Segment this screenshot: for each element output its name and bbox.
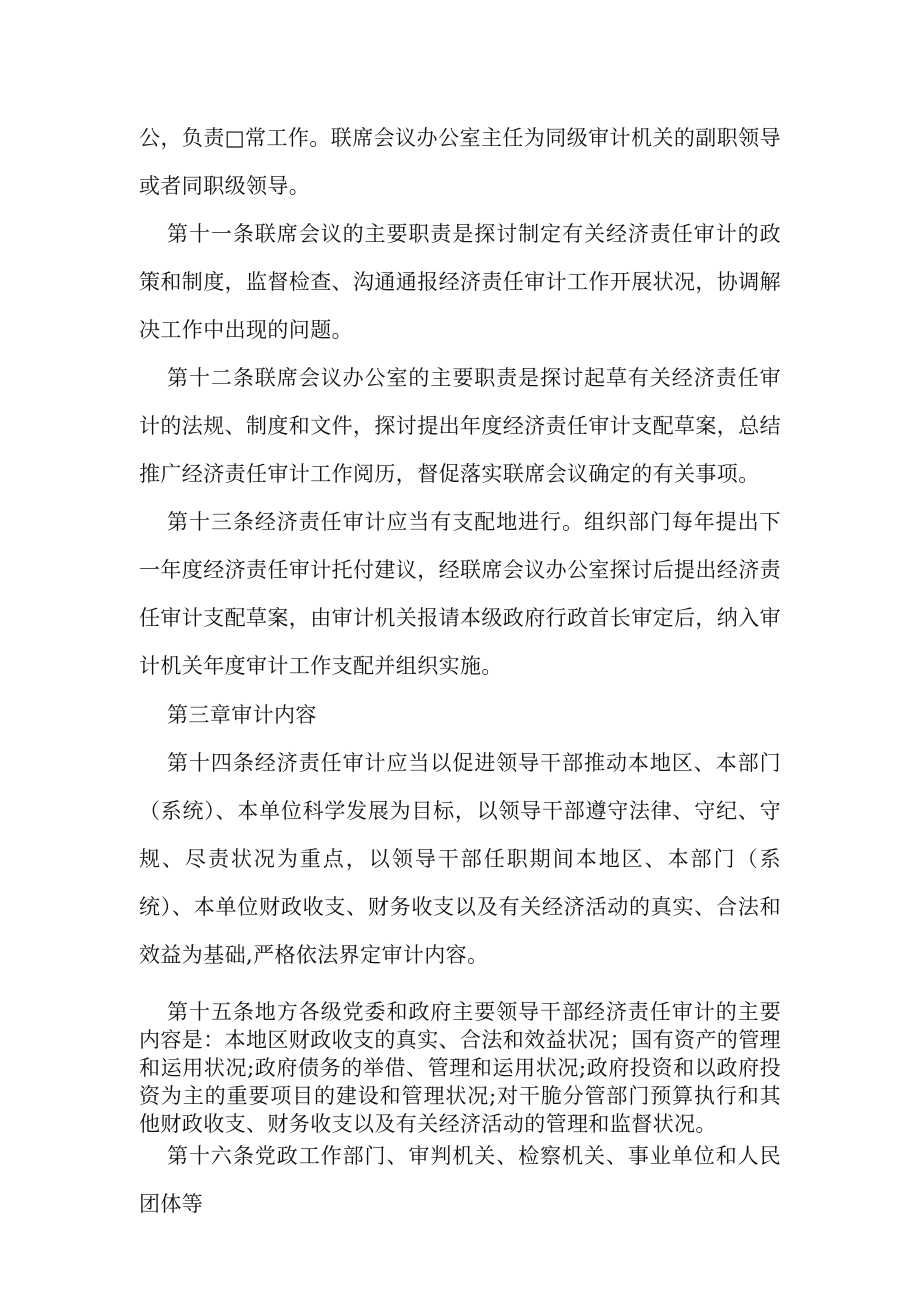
- paragraph-continuation: 公，负责□常工作。联席会议办公室主任为同级审计机关的副职领导或者同职级领导。: [139, 126, 781, 198]
- paragraph-article-13: 第十三条经济责任审计应当有支配地进行。组织部门每年提出下一年度经济责任审计托付建议，经联席会议办公室探讨后提出经济责任审计支配草案，由审计机关报请本级政府行政首长审定后，纳入审计机关年度审计工作支配并组织实施。: [139, 510, 781, 678]
- paragraph-article-15: 第十五条地方各级党委和政府主要领导干部经济责任审计的主要内容是：本地区财政收支的真实、合法和效益状况；国有资产的管理和运用状况;政府债务的举借、管理和运用状况;政府投资和以政府投资为主的重要项目的建设和管理状况;对干脆分管部门预算执行和其他财政收支、财务收支以及有关经济活动的管理和监督状况。: [139, 1000, 781, 1136]
- paragraph-article-14: 第十四条经济责任审计应当以促进领导干部推动本地区、本部门（系统）、本单位科学发展为目标，以领导干部遵守法律、守纪、守规、尽责状况为重点，以领导干部任职期间本地区、本部门（系统）、本单位财政收支、财务收支以及有关经济活动的真实、合法和效益为基础,严格依法界定审计内容。: [139, 751, 781, 967]
- paragraph-article-12: 第十二条联席会议办公室的主要职责是探讨起草有关经济责任审计的法规、制度和文件，探讨提出年度经济责任审计支配草案，总结推广经济责任审计工作阅历，督促落实联席会议确定的有关事项。: [139, 366, 781, 486]
- chapter-heading: 第三章审计内容: [167, 703, 317, 727]
- paragraph-article-11: 第十一条联席会议的主要职责是探讨制定有关经济责任审计的政策和制度，监督检查、沟通通报经济责任审计工作开展状况，协调解决工作中出现的问题。: [139, 222, 781, 342]
- paragraph-article-16: 第十六条党政工作部门、审判机关、检察机关、事业单位和人民团体等: [139, 1144, 781, 1216]
